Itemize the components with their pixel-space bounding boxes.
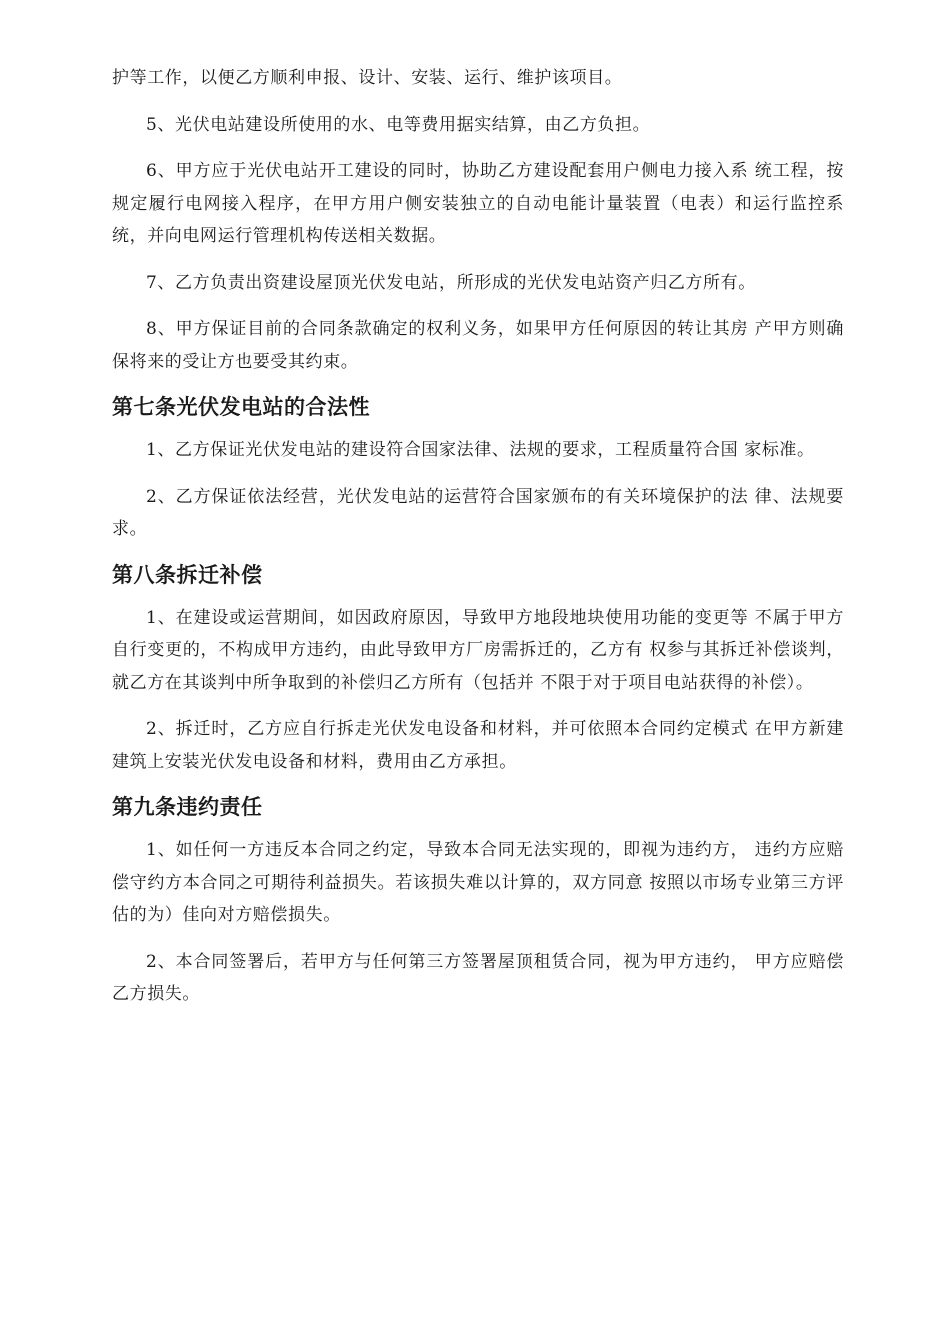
clause-8-item-2: 2、拆迁时，乙方应自行拆走光伏发电设备和材料，并可依照本合同约定模式 在甲方新建建筑上安装光伏发电设备和材料，费用由乙方承担。 bbox=[112, 719, 844, 772]
clause-9-item-1: 1、如任何一方违反本合同之约定，导致本合同无法实现的，即视为违约方， 违约方应赔偿守约方本合同之可期待利益损失。若该损失难以计算的，双方同意 按照以市场专业第三方评估的为）佳向对方赔偿损失。 bbox=[112, 840, 844, 925]
clause-6-item-7: 7、乙方负责出资建设屋顶光伏发电站，所形成的光伏发电站资产归乙方所有。 bbox=[146, 272, 756, 293]
clause-6-item-6: 6、甲方应于光伏电站开工建设的同时，协助乙方建设配套用户侧电力接入系 统工程，按规定履行电网接入程序，在甲方用户侧安装独立的自动电能计量装置（电表）和运行监控系统，并向电网运行管理机构传送相关数据。 bbox=[112, 161, 844, 246]
section-heading-article-8: 第八条拆迁补偿 bbox=[112, 562, 263, 587]
clause-6-item-8: 8、甲方保证目前的合同条款确定的权利义务，如果甲方任何原因的转让其房 产甲方则确保将来的受让方也要受其约束。 bbox=[112, 319, 844, 372]
clause-7-item-2: 2、乙方保证依法经营，光伏发电站的运营符合国家颁布的有关环境保护的法 律、法规要求。 bbox=[112, 486, 844, 539]
section-heading-article-9: 第九条违约责任 bbox=[112, 795, 263, 819]
clause-7-item-1: 1、乙方保证光伏发电站的建设符合国家法律、法规的要求，工程质量符合国 家标准。 bbox=[146, 440, 815, 460]
clause-8-item-1: 1、在建设或运营期间，如因政府原因，导致甲方地段地块使用功能的变更等 不属于甲方自行变更的，不构成甲方违约，由此导致甲方厂房需拆迁的，乙方有 权参与其拆迁补偿谈判，就乙方在其谈判中所争取到的补偿归乙方所有（包括并 不限于对于项目电站获得的补偿）。 bbox=[112, 607, 844, 693]
clause-9-item-2: 2、本合同签署后，若甲方与任何第三方签署屋顶租赁合同，视为甲方违约， 甲方应赔偿乙方损失。 bbox=[112, 951, 844, 1004]
paragraph-continuation: 护等工作，以便乙方顺利申报、设计、安装、运行、维护该项目。 bbox=[112, 68, 623, 88]
section-heading-article-7: 第七条光伏发电站的合法性 bbox=[112, 395, 370, 419]
clause-6-item-5: 5、光伏电站建设所使用的水、电等费用据实结算，由乙方负担。 bbox=[146, 114, 651, 135]
document-page bbox=[112, 62, 844, 1025]
